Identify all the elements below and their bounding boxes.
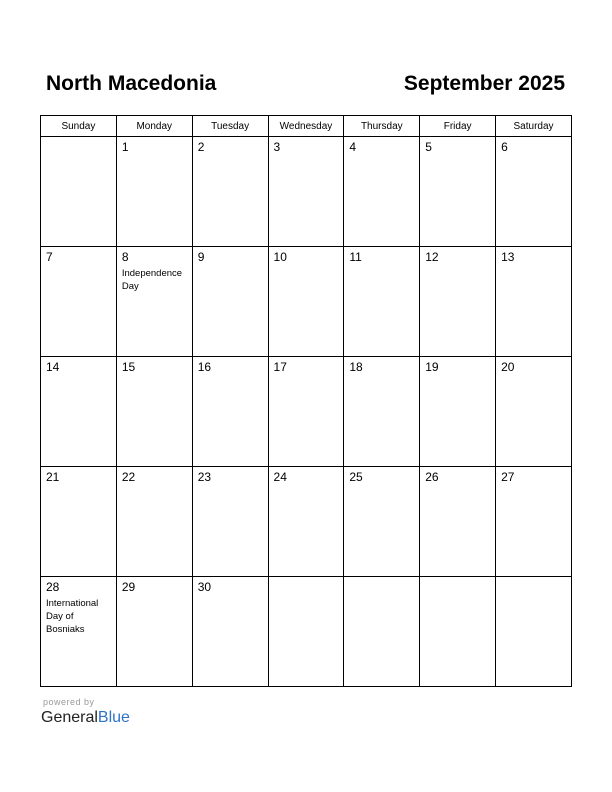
generalblue-logo[interactable] — [41, 709, 130, 727]
day-cell — [41, 577, 117, 687]
day-cell — [268, 247, 344, 357]
weekday-header-monday: Monday — [116, 116, 192, 137]
day-number: 3 — [273, 140, 281, 154]
day-cell — [268, 137, 344, 247]
day-cell — [41, 467, 117, 577]
day-cell — [192, 247, 268, 357]
day-cell — [496, 467, 572, 577]
day-number: 12 — [425, 250, 439, 264]
week-row — [41, 577, 572, 687]
day-number: 17 — [273, 360, 287, 374]
day-cell — [420, 467, 496, 577]
day-cell — [192, 577, 268, 687]
day-number: 24 — [273, 470, 287, 484]
day-number: 11 — [349, 250, 362, 264]
day-cell — [496, 247, 572, 357]
day-number: 7 — [46, 250, 53, 264]
week-row — [41, 137, 572, 247]
day-number: 27 — [501, 470, 515, 484]
day-number: 19 — [425, 360, 439, 374]
day-cell — [192, 357, 268, 467]
day-number: 21 — [46, 470, 60, 484]
day-cell — [41, 357, 117, 467]
powered-by-label: powered by — [43, 697, 95, 707]
day-number: 4 — [349, 140, 357, 154]
day-cell — [420, 357, 496, 467]
weekday-header-tuesday: Tuesday — [192, 116, 268, 137]
day-number: 1 — [121, 140, 129, 154]
day-cell — [192, 137, 268, 247]
day-number: 20 — [501, 360, 515, 374]
day-cell — [420, 247, 496, 357]
weekday-header-wednesday: Wednesday — [268, 116, 344, 137]
day-cell — [420, 137, 496, 247]
day-number: 2 — [197, 140, 205, 154]
day-cell — [192, 467, 268, 577]
empty-day-cell — [496, 577, 572, 687]
day-number: 10 — [273, 250, 287, 264]
week-row — [41, 467, 572, 577]
weekday-header-row — [41, 116, 572, 137]
day-number: 9 — [197, 250, 205, 264]
logo-general-text: General — [41, 709, 98, 726]
day-cell — [344, 137, 420, 247]
logo-blue-text: Blue — [97, 709, 130, 726]
day-cell — [116, 247, 192, 357]
week-row — [41, 357, 572, 467]
weekday-header-sunday: Sunday — [41, 116, 117, 137]
holiday-label: International Day of Bosniaks — [46, 598, 99, 635]
day-number: 5 — [425, 140, 432, 154]
day-cell — [116, 467, 192, 577]
day-cell — [116, 577, 192, 687]
empty-day-cell — [420, 577, 496, 687]
day-number: 30 — [197, 580, 212, 594]
empty-day-cell — [268, 577, 344, 687]
day-cell — [344, 247, 420, 357]
day-number: 29 — [121, 580, 136, 594]
calendar-body — [41, 137, 572, 687]
day-number: 18 — [349, 360, 363, 374]
day-number: 23 — [197, 470, 212, 484]
day-number: 22 — [121, 470, 136, 484]
calendar-grid — [40, 115, 572, 687]
day-cell — [496, 357, 572, 467]
day-cell — [116, 137, 192, 247]
day-number: 15 — [121, 360, 136, 374]
day-number: 6 — [501, 140, 508, 154]
country-title: North Macedonia — [46, 72, 217, 95]
holiday-label: Independence Day — [121, 268, 183, 292]
month-year-title: September 2025 — [403, 72, 565, 95]
weekday-header-thursday: Thursday — [344, 116, 420, 137]
day-cell — [268, 357, 344, 467]
day-number: 28 — [46, 580, 60, 594]
day-cell — [41, 247, 117, 357]
day-cell — [496, 137, 572, 247]
day-cell — [344, 357, 420, 467]
day-number: 14 — [46, 360, 60, 374]
day-number: 26 — [425, 470, 439, 484]
empty-day-cell — [41, 137, 117, 247]
weekday-header-saturday: Saturday — [496, 116, 572, 137]
weekday-header-friday: Friday — [420, 116, 496, 137]
day-cell — [268, 467, 344, 577]
week-row — [41, 247, 572, 357]
day-number: 13 — [501, 250, 515, 264]
day-cell — [116, 357, 192, 467]
day-cell — [344, 467, 420, 577]
day-number: 8 — [121, 250, 129, 264]
day-number: 16 — [197, 360, 212, 374]
empty-day-cell — [344, 577, 420, 687]
day-number: 25 — [349, 470, 363, 484]
